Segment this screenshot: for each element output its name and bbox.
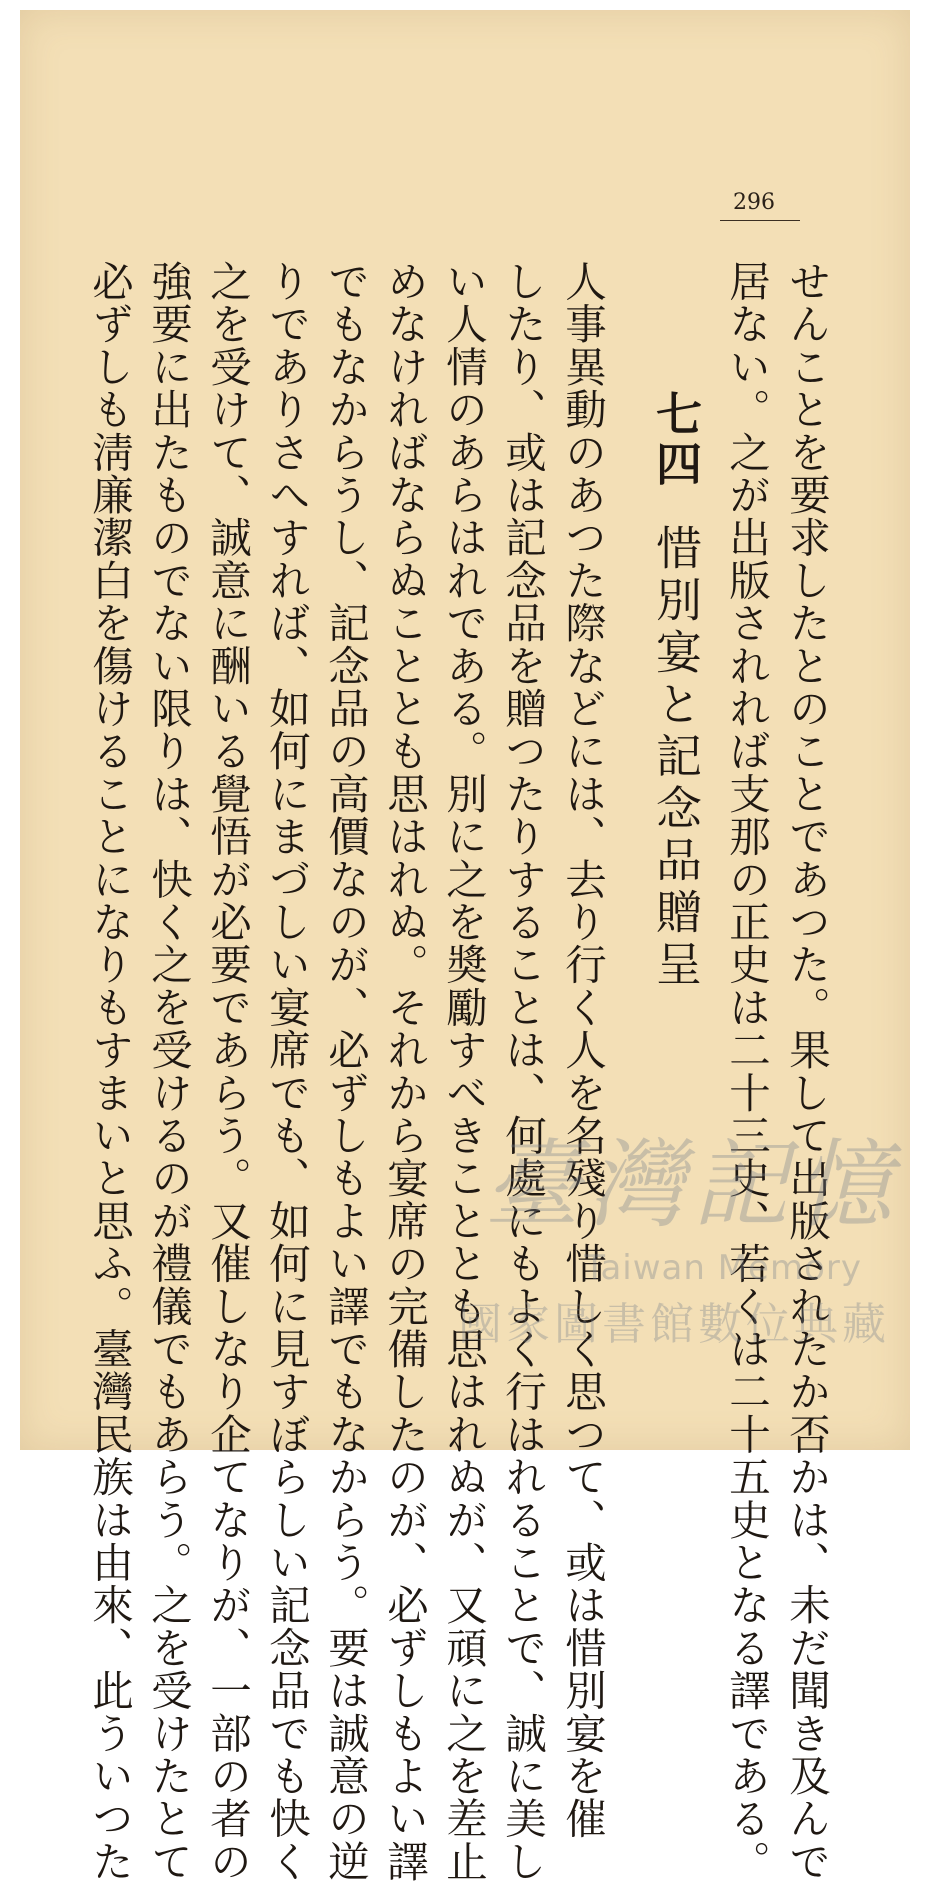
chapter-heading	[648, 390, 704, 992]
body-column-2: したり、或は記念品を贈つたりすることは、何處にもよく行はれることで、誠に美し	[498, 260, 547, 1883]
chapter-number: 七四	[649, 390, 703, 490]
body-column-6: りでありさへすれば、如何にまづしい宴席でも、如何に見すぼらしい記念品でも快く	[262, 260, 311, 1883]
page-number: 296	[733, 190, 775, 215]
body-column-5: でもなからうし、記念品の高價なのが、必ずしもよい譯でもなからう。要は誠意の逆	[321, 260, 370, 1883]
book-page	[20, 10, 910, 1883]
text-column-2: 居ない。之が出版されれば支那の正史は二十三史、若くは二十五史となる譯である。	[722, 260, 771, 1883]
chapter-title: 惜別宴と記念品贈呈	[649, 524, 703, 992]
watermark-english: Taiwan Memory	[584, 1248, 862, 1288]
watermark-logo-text: 臺灣記憶	[484, 1129, 900, 1241]
body-column-4: めなければならぬこととも思はれぬ。それから宴席の完備したのが、必ずしもよい譯	[380, 260, 429, 1883]
body-column-3: い人情のあらはれである。別に之を奬勵すべきこととも思はれぬが、又頑に之を差止	[439, 260, 488, 1883]
page-number-rule	[720, 220, 800, 221]
body-column-9: 必ずしも淸廉潔白を傷けることになりもすまいと思ふ。臺灣民族は由來、此ういつた	[85, 260, 134, 1883]
body-column-1: 人事異動のあつた際などには、去り行く人を名殘り惜しく思つて、或は惜別宴を催	[558, 260, 607, 1840]
watermark-institution: 國家圖書館數位典藏	[458, 1299, 890, 1350]
text-column-1: せんことを要求したとのことであつた。果して出版されたか否かは、未だ聞き及んで	[782, 260, 831, 1883]
body-column-7: 之を受けて、誠意に酬いる覺悟が必要であらう。又催しなり企てなりが、一部の者の	[203, 260, 252, 1883]
body-column-8: 強要に出たものでない限りは、快く之を受けるのが禮儀でもあらう。之を受けたとて	[144, 260, 193, 1883]
